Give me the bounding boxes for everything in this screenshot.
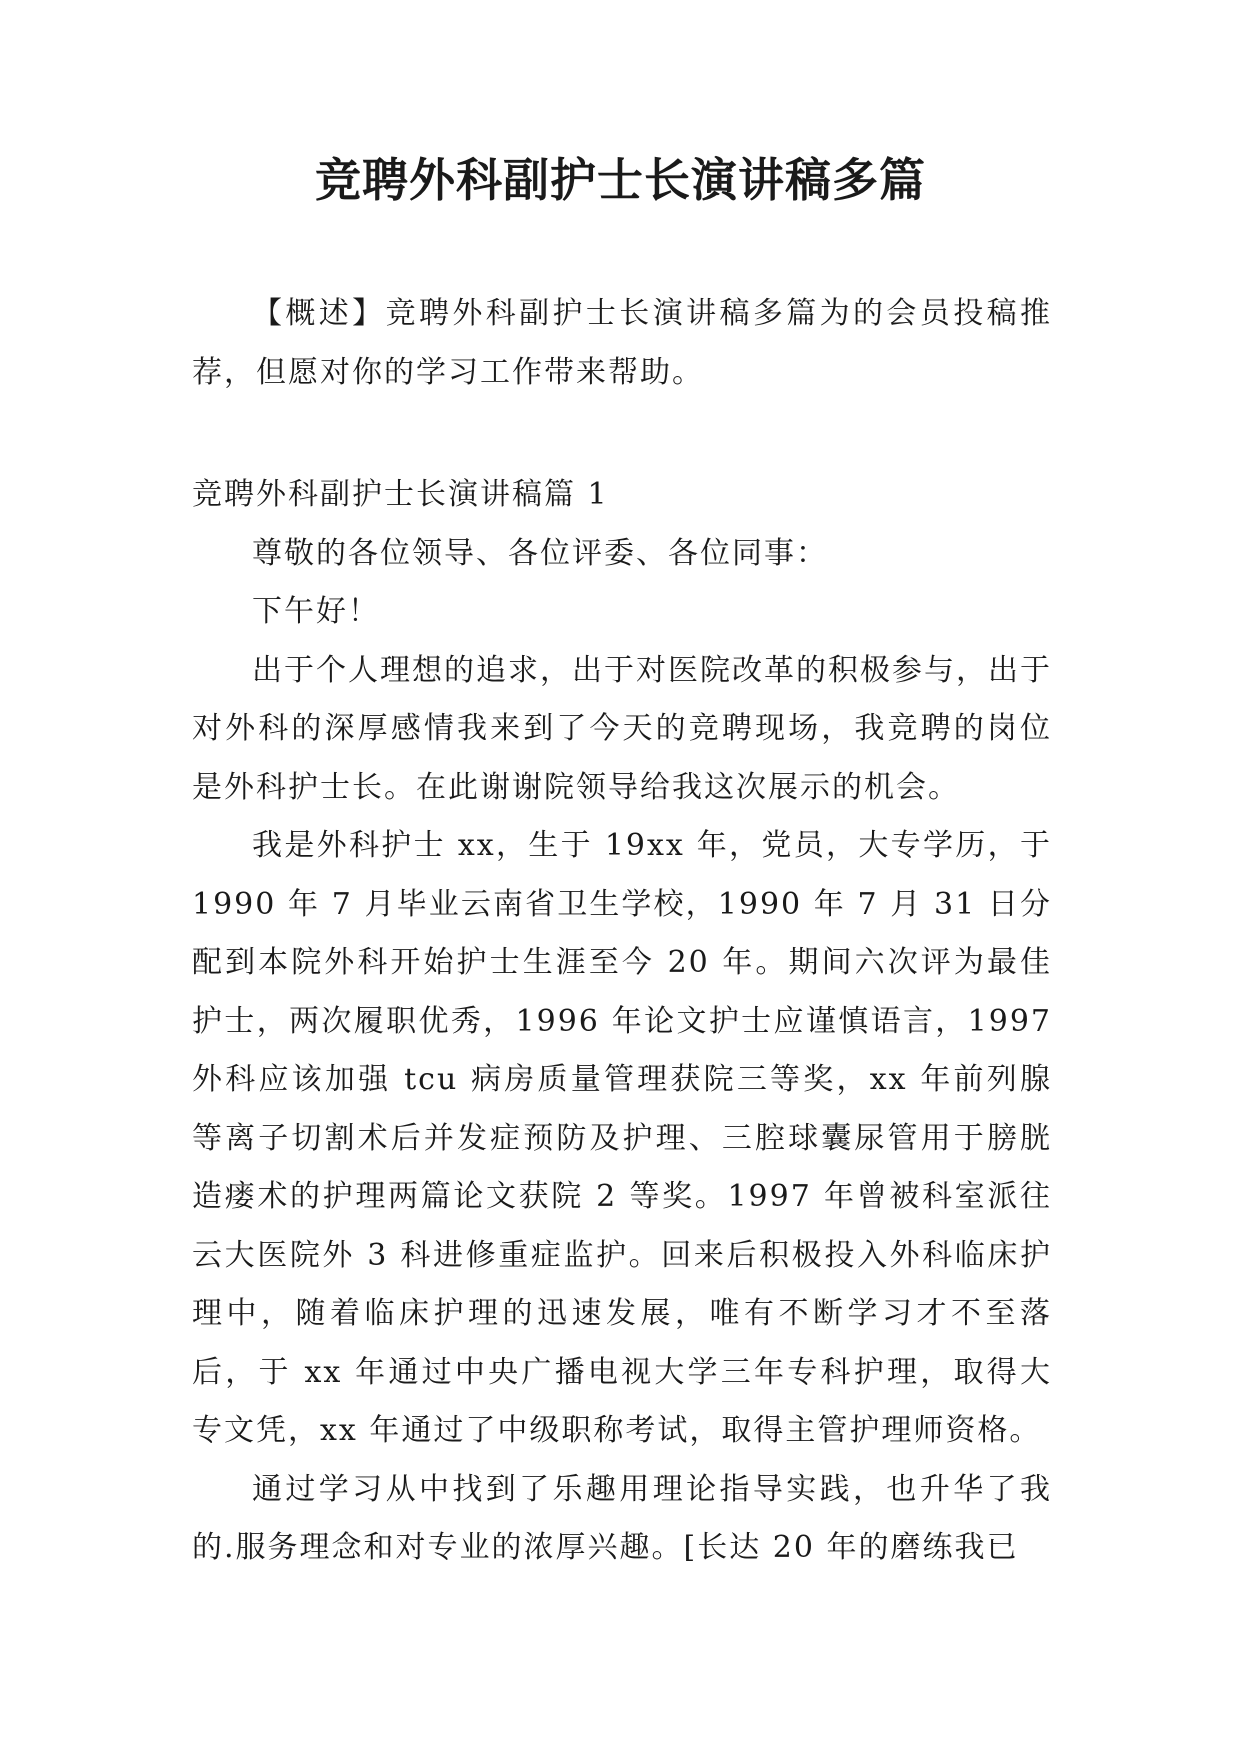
document-body	[192, 285, 1052, 1578]
summary-paragraph: 【概述】竞聘外科副护士长演讲稿多篇为的会员投稿推荐，但愿对你的学习工作带来帮助。	[192, 296, 1052, 390]
body-paragraph: 我是外科护士 xx，生于 19xx 年，党员，大专学历，于 1990 年 7 月毕业云南省卫生学校，1990 年 7 月 31 日分配到本院外科开始护士生涯至今 20 年。期间六次评为最佳护士，两次履职优秀，1996 年论文护士应谨慎语言，1997 外科应该加强 tcu 病房质量管理获院三等奖，xx 年前列腺等离子切割术后并发症预防及护理、三腔球囊尿管用于膀胱造瘘术的护理两篇论文获院 2 等奖。1997 年曾被科室派往云大医院外 3 科进修重症监护。回来后积极投入外科临床护理中，随着临床护理的迅速发展，唯有不断学习才不至落后，于 xx 年通过中央广播电视大学三年专科护理，取得大专文凭，xx 年通过了中级职称考试，取得主管护理师资格。	[192, 828, 1052, 1448]
spacer	[192, 402, 1052, 466]
body-paragraph: 通过学习从中找到了乐趣用理论指导实践，也升华了我的.服务理念和对专业的浓厚兴趣。[长达 20 年的磨练我已	[192, 1471, 1052, 1565]
greeting: 下午好！	[252, 594, 380, 629]
salutation: 尊敬的各位领导、各位评委、各位同事：	[252, 535, 828, 571]
section-heading: 竞聘外科副护士长演讲稿篇 1	[192, 477, 609, 512]
body-paragraph: 出于个人理想的追求，出于对医院改革的积极参与，出于对外科的深厚感情我来到了今天的竞聘现场，我竞聘的岗位是外科护士长。在此谢谢院领导给我这次展示的机会。	[192, 652, 1052, 805]
document-title: 竞聘外科副护士长演讲稿多篇	[315, 153, 926, 207]
